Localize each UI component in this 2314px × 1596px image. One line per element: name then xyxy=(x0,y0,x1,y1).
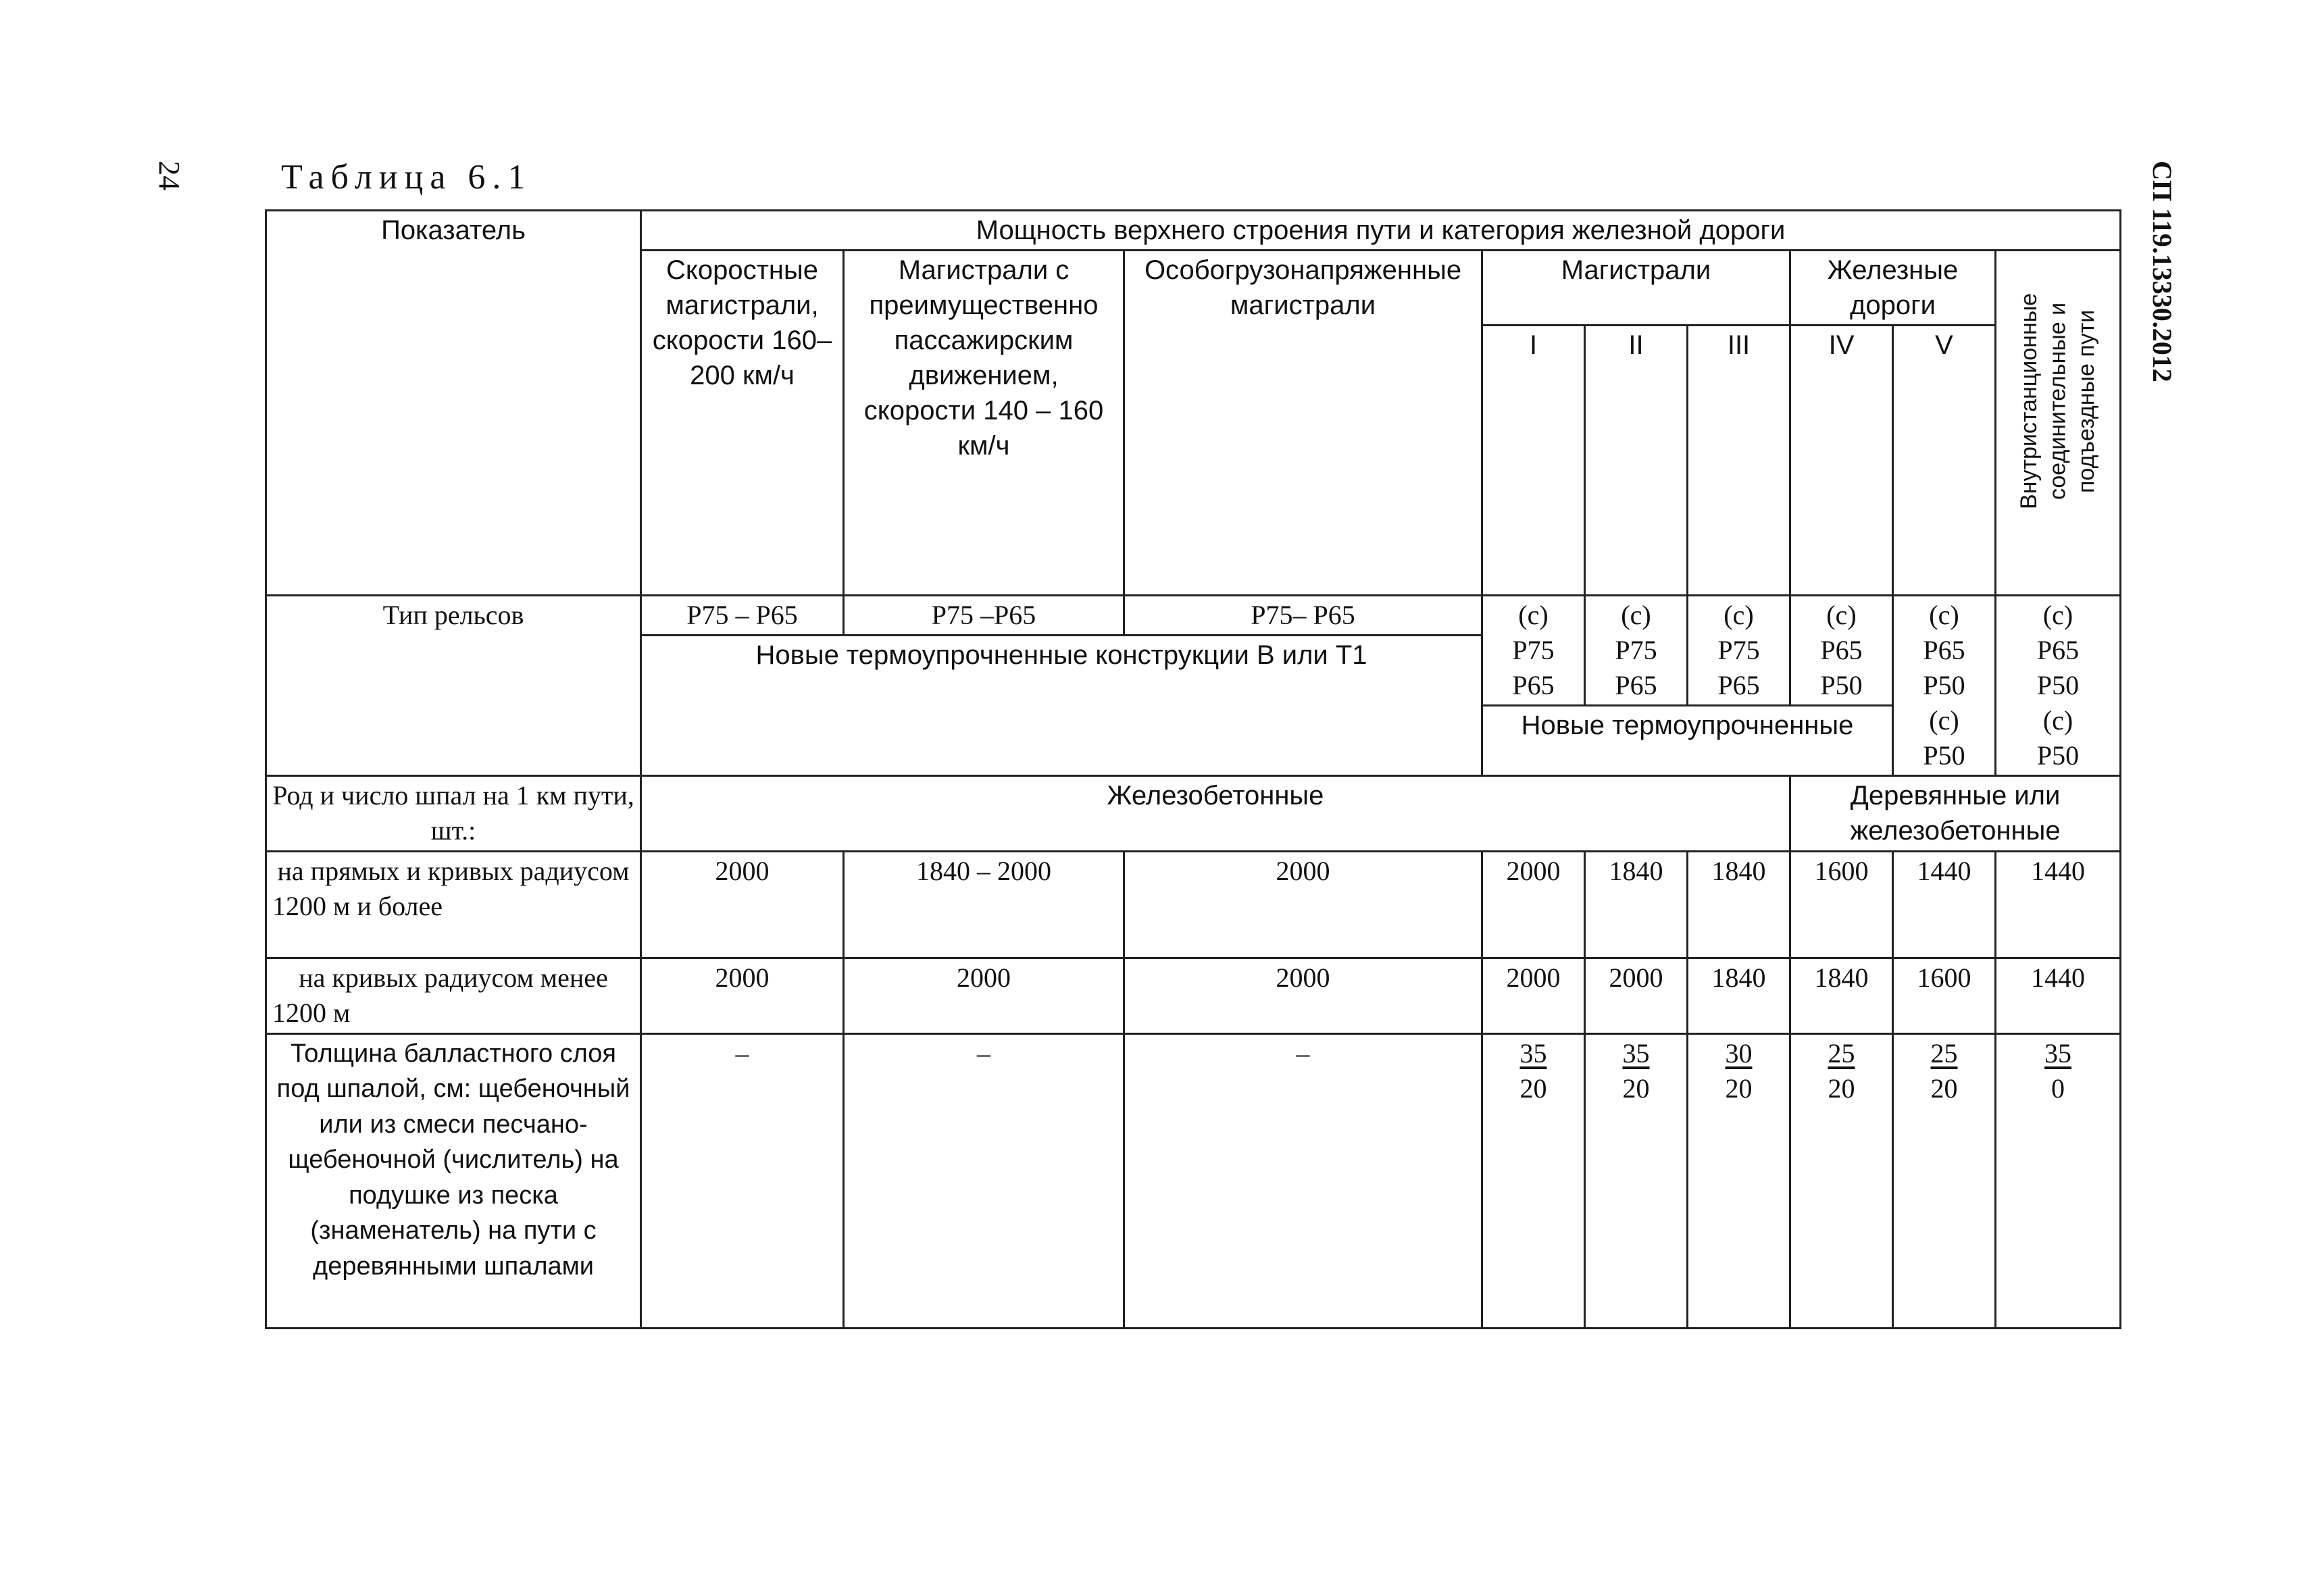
header-cat-4: IV xyxy=(1790,326,1893,596)
rails-note-mainlines: Новые термоупрочненные xyxy=(1482,706,1893,776)
rails-cat-2: (с) Р75 Р65 xyxy=(1585,596,1688,706)
sleepers-straight-cat-2: 1840 xyxy=(1585,852,1688,958)
header-passenger-lines: Магистрали с преимущественно пассажирским движением, скорости 140 – 160 км/ч xyxy=(844,251,1124,596)
spec-table xyxy=(265,209,2121,1329)
header-indicator: Показатель xyxy=(266,211,641,596)
sleepers-straight-passenger: 1840 – 2000 xyxy=(844,852,1124,958)
header-cat-3: III xyxy=(1688,326,1790,596)
sleepers-straight-cat-5: 1440 xyxy=(1893,852,1996,958)
ballast-fraction: $\frac{30}{20}$ xyxy=(1725,1038,1753,1104)
header-speed-lines: Скоростные магистрали, скорости 160–200 км/ч xyxy=(641,251,844,596)
header-freight-lines: Особогрузонапряженные магистрали xyxy=(1124,251,1482,596)
sleepers-straight-freight: 2000 xyxy=(1124,852,1482,958)
sleepers-curve-freight: 2000 xyxy=(1124,958,1482,1034)
ballast-cat-2 xyxy=(1585,1034,1688,1329)
rails-cat-5: (с) Р65 Р50 (с) Р50 xyxy=(1893,596,1996,776)
ballast-fraction: $\frac{35}{0}$ xyxy=(2044,1038,2072,1104)
header-railways: Железные дороги xyxy=(1790,251,1996,326)
sleepers-curve-cat-4: 1840 xyxy=(1790,958,1893,1034)
sleepers-curve-cat-2: 2000 xyxy=(1585,958,1688,1034)
sleepers-curve-station: 1440 xyxy=(1996,958,2121,1034)
ballast-freight: – xyxy=(1124,1034,1482,1329)
rails-station: (с) Р65 Р50 (с) Р50 xyxy=(1996,596,2121,776)
ballast-fraction: $\frac{25}{20}$ xyxy=(1828,1038,1855,1104)
header-cat-5: V xyxy=(1893,326,1996,596)
sleepers-label: Род и число шпал на 1 км пути, шт.: xyxy=(266,776,641,852)
sleepers-straight-cat-1: 2000 xyxy=(1482,852,1585,958)
ballast-cat-3 xyxy=(1688,1034,1790,1329)
header-cat-1: I xyxy=(1482,326,1585,596)
ballast-label: Толщина балластного слоя под шпалой, см: щебеночный или из смеси песчано-щебеночной (числитель) на подушке из песка (знаменатель) на пути с деревянными шпалами xyxy=(266,1034,641,1329)
rails-cat-4: (с) Р65 Р50 xyxy=(1790,596,1893,706)
table-title: Таблица 6.1 xyxy=(281,158,532,197)
sleepers-curve-cat-1: 2000 xyxy=(1482,958,1585,1034)
ballast-fraction: $\frac{25}{20}$ xyxy=(1930,1038,1958,1104)
rails-freight: Р75– Р65 xyxy=(1124,596,1482,636)
header-station-tracks xyxy=(1996,251,2121,596)
rails-cat-1: (с) Р75 Р65 xyxy=(1482,596,1585,706)
ballast-cat-1 xyxy=(1482,1034,1585,1329)
document-code: СП 119.13330.2012 xyxy=(2147,161,2178,382)
ballast-station xyxy=(1996,1034,2121,1329)
sleepers-wood-or-concrete: Деревянные или железобетонные xyxy=(1790,776,2121,852)
header-cat-2: II xyxy=(1585,326,1688,596)
sleepers-straight-station: 1440 xyxy=(1996,852,2121,958)
rails-passenger: Р75 –Р65 xyxy=(844,596,1124,636)
sleepers-curve-label: на кривых радиусом менее 1200 м xyxy=(266,958,641,1034)
sleepers-straight-label: на прямых и кривых радиусом 1200 м и более xyxy=(266,852,641,958)
rails-speed: Р75 – Р65 xyxy=(641,596,844,636)
header-station-text: Внутристанционные соединительные и подъездные пути xyxy=(2016,292,2100,510)
sleepers-curve-speed: 2000 xyxy=(641,958,844,1034)
rails-label: Тип рельсов xyxy=(266,596,641,776)
sleepers-curve-cat-3: 1840 xyxy=(1688,958,1790,1034)
sleepers-straight-speed: 2000 xyxy=(641,852,844,958)
header-group: Мощность верхнего строения пути и категория железной дороги xyxy=(641,211,2121,251)
page-number: 24 xyxy=(153,161,186,190)
rails-note-wide: Новые термоупрочненные конструкции В или Т1 xyxy=(641,636,1482,776)
sleepers-straight-cat-3: 1840 xyxy=(1688,852,1790,958)
ballast-fraction: $\frac{35}{20}$ xyxy=(1519,1038,1547,1104)
ballast-cat-4 xyxy=(1790,1034,1893,1329)
header-mainlines: Магистрали xyxy=(1482,251,1790,326)
ballast-fraction: $\frac{35}{20}$ xyxy=(1622,1038,1650,1104)
sleepers-concrete: Железобетонные xyxy=(641,776,1790,852)
sleepers-curve-cat-5: 1600 xyxy=(1893,958,1996,1034)
ballast-passenger: – xyxy=(844,1034,1124,1329)
ballast-speed: – xyxy=(641,1034,844,1329)
sleepers-curve-passenger: 2000 xyxy=(844,958,1124,1034)
sleepers-straight-cat-4: 1600 xyxy=(1790,852,1893,958)
ballast-cat-5 xyxy=(1893,1034,1996,1329)
rails-cat-3: (с) Р75 Р65 xyxy=(1688,596,1790,706)
